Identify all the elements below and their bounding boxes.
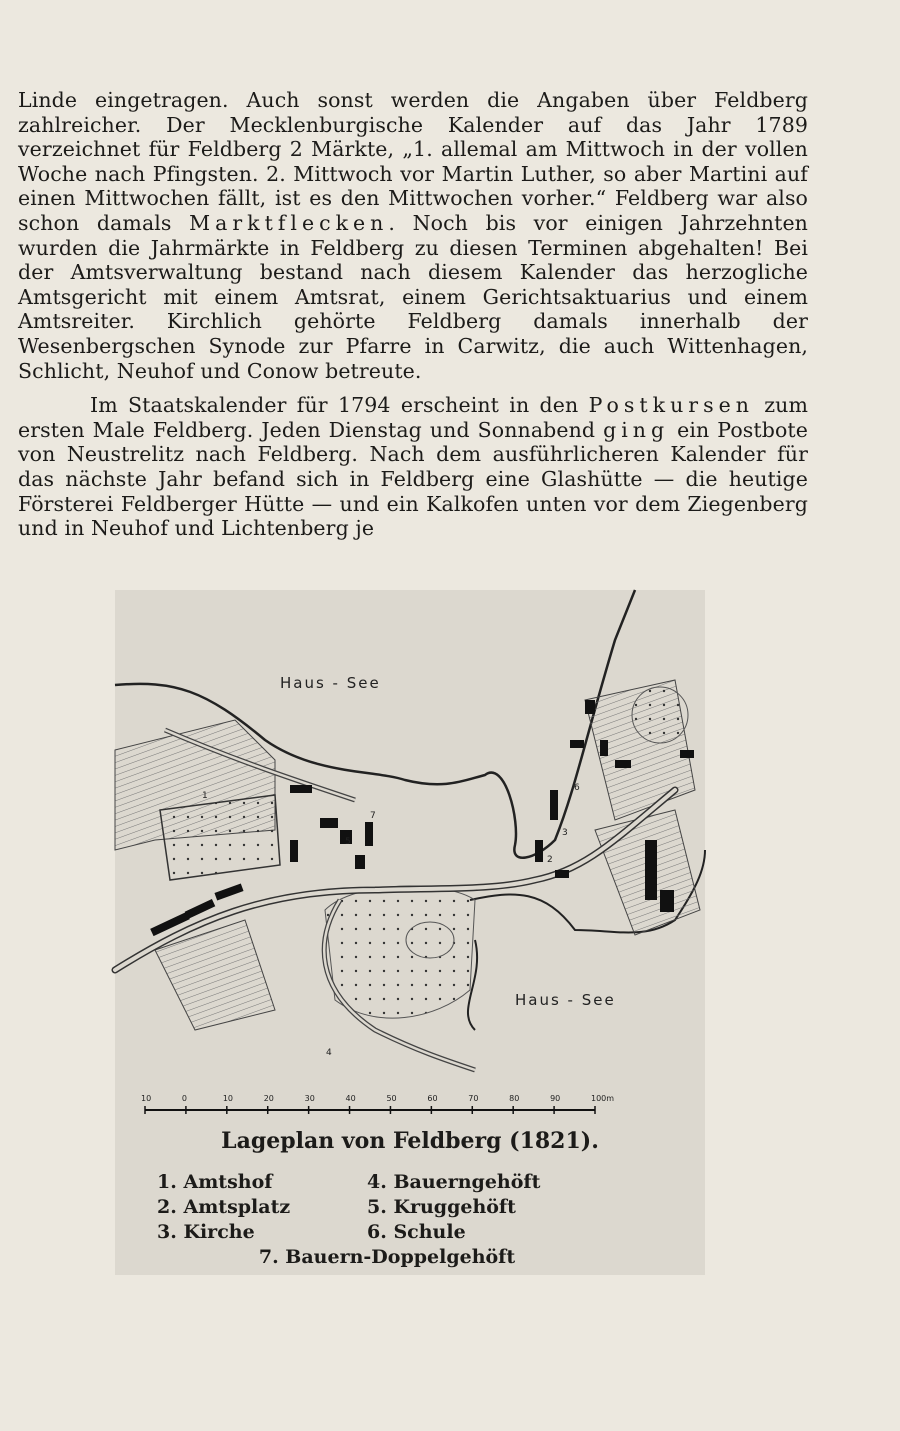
map-marker-1: 1 <box>202 791 208 801</box>
legend-item-6: 6. Schule <box>367 1221 466 1243</box>
scale-tick-label: 20 <box>263 1094 274 1103</box>
map-marker-7: 7 <box>370 811 376 821</box>
legend-row-1 <box>157 1170 677 1195</box>
paragraph-1-part-b: . Noch bis vor einigen Jahrzehnten wurden die Jahrmärkte in Feldberg zu diesen Terminen abgehalten! Bei der Amtsverwaltung bestand nach diesem Kalender das herzogliche Amtsgericht mit einem Amtsrat, einem Gerichtsaktuarius und einem Amtsreiter. Kirchlich gehörte Feldberg damals innerhalb der Wesenbergschen Synode zur Pfarre in Carwitz, die auch Wittenhagen, Schlicht, Neuhof und Conow betreute. <box>18 210 808 383</box>
scale-tick-label: 50 <box>386 1094 397 1103</box>
scale-bar-drawing <box>141 1090 685 1120</box>
map-scale-bar <box>141 1090 685 1120</box>
scale-tick-label: 0 <box>181 1094 188 1103</box>
map-marker-6: 6 <box>574 783 580 793</box>
map-legend <box>157 1170 677 1270</box>
spaced-word-postkursen: Postkursen <box>588 393 754 418</box>
legend-item-4: 4. Bauerngehöft <box>367 1171 541 1193</box>
scale-tick-label: 30 <box>304 1094 315 1103</box>
scale-tick-label: 100m <box>591 1094 615 1103</box>
legend-row-4 <box>157 1245 677 1270</box>
paragraph-2-part-a: Im Staatskalender für 1794 erscheint in den <box>90 393 579 418</box>
paragraph-1 <box>18 88 808 383</box>
legend-item-1: 1. Amtshof <box>157 1171 273 1193</box>
scale-tick-label: 60 <box>427 1094 438 1103</box>
map-marker-5: 5 <box>345 837 351 847</box>
paragraph-2 <box>18 393 808 541</box>
village-map <box>115 590 705 1090</box>
legend-row-2 <box>157 1195 677 1220</box>
map-marker-3: 3 <box>562 828 568 838</box>
legend-item-5: 5. Kruggehöft <box>367 1196 516 1218</box>
scale-tick-label: 80 <box>509 1094 520 1103</box>
map-marker-4: 4 <box>326 1048 332 1058</box>
map-drawing <box>115 590 705 1090</box>
spaced-word-marktflecken: Marktflecken <box>189 210 389 235</box>
scale-tick-label: 10 <box>222 1094 234 1103</box>
body-text <box>18 88 808 541</box>
legend-item-7: 7. Bauern-Doppelgehöft <box>258 1246 516 1268</box>
paragraph-2-part-b: zum ersten Male Feldberg. Jeden Dienstag und Sonnabend <box>18 393 808 442</box>
legend-item-2: 2. Amtsplatz <box>157 1196 291 1218</box>
legend-item-3: 3. Kirche <box>157 1221 255 1243</box>
scale-tick-label: 90 <box>550 1094 561 1103</box>
spaced-word-ging: ging <box>603 417 670 442</box>
paragraph-1-part-a: Linde eingetragen. Auch sonst werden die Angaben über Feldberg zahlreicher. Der Mecklenburgische Kalender auf das Jahr 1789 verzeichnet für Feldberg 2 Märkte, „1. allemal am Mittwoch in der vollen Woche nach Pfingsten. 2. Mittwoch vor Martin Luther, so aber Martini auf einen Mittwochen fällt, ist es den Mittwochen vorher.“ Feldberg war also schon damals <box>18 88 808 235</box>
lake-label-bottom: Haus - See <box>515 991 616 1009</box>
legend-row-3 <box>157 1220 677 1245</box>
paragraph-2-part-c: ein Postbote von Neustrelitz nach Feldberg. Nach dem ausführlicheren Kalender für das nächste Jahr befand sich in Feldberg eine Glashütte — die heutige Försterei Feldberger Hütte — und ein Kalkofen unten vor dem Ziegenberg und in Neuhof und Lichtenberg je <box>18 417 808 541</box>
scale-tick-label: 40 <box>345 1094 356 1103</box>
scale-tick-label: 10 <box>141 1094 152 1103</box>
lake-label-top: Haus - See <box>280 674 381 692</box>
scale-tick-label: 70 <box>468 1094 479 1103</box>
map-marker-2: 2 <box>547 855 553 865</box>
figure-caption-title: Lageplan von Feldberg (1821). <box>221 1128 599 1154</box>
map-figure <box>115 590 705 1275</box>
